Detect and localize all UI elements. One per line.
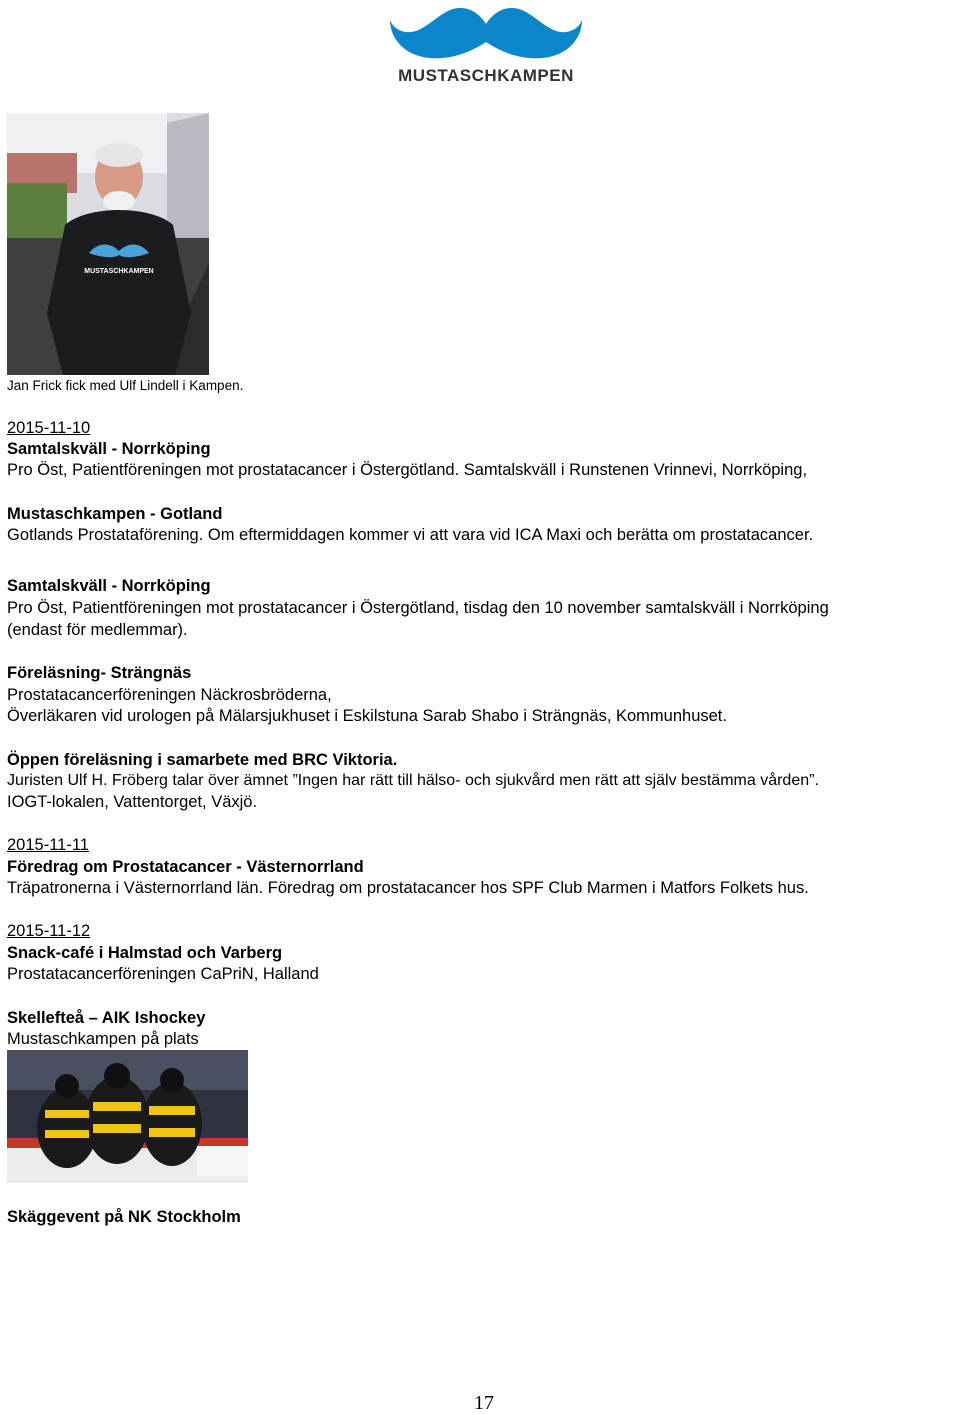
mustache-icon [390, 8, 582, 58]
mustaschkampen-logo [380, 2, 592, 88]
event-text: Pro Öst, Patientföreningen mot prostatacancer i Östergötland. Samtalskväll i Runstenen Vrinnevi, Norrköping, [7, 461, 808, 479]
event-text: Juristen Ulf H. Fröberg talar över ämnet ”Ingen har rätt till hälso- och sjukvård men rätt att själv bestämma vården”. [7, 772, 819, 789]
event-title: Öppen föreläsning i samarbete med BRC Viktoria. [7, 751, 398, 769]
event-text: Träpatronerna i Västernorrland län. Föredrag om prostatacancer hos SPF Club Marmen i Matfors Folkets hus. [7, 879, 809, 897]
event-text: Överläkaren vid urologen på Mälarsjukhuset i Eskilstuna Sarab Shabo i Strängnäs, Kommunhuset. [7, 707, 727, 725]
event-title: Samtalskväll - Norrköping [7, 577, 211, 595]
event-text: Pro Öst, Patientföreningen mot prostatacancer i Östergötland, tisdag den 10 november samtalskväll i Norrköping [7, 599, 829, 617]
event-text: (endast för medlemmar). [7, 621, 188, 639]
event-text: Prostatacancerföreningen CaPriN, Halland [7, 965, 319, 983]
logo-wordmark: MUSTASCHKAMPEN [398, 66, 574, 85]
event-title: Snack-café i Halmstad och Varberg [7, 944, 283, 962]
event-text: Gotlands Prostataförening. Om eftermiddagen kommer vi att vara vid ICA Maxi och berätta om prostatacancer. [7, 526, 814, 544]
event-title: Mustaschkampen - Gotland [7, 505, 223, 523]
page-number: 17 [474, 1392, 494, 1414]
date-heading: 2015-11-11 [7, 836, 89, 854]
date-heading: 2015-11-12 [7, 922, 91, 940]
event-title: Samtalskväll - Norrköping [7, 440, 211, 458]
event-text: Prostatacancerföreningen Näckrosbröderna, [7, 686, 332, 704]
photo-caption: Jan Frick fick med Ulf Lindell i Kampen. [7, 378, 244, 393]
date-heading: 2015-11-10 [7, 419, 91, 437]
shirt-print: MUSTASCHKAMPEN [84, 268, 154, 275]
event-title: Skäggevent på NK Stockholm [7, 1208, 241, 1226]
photo-hockey-team [7, 1050, 248, 1183]
event-title: Föreläsning- Strängnäs [7, 664, 192, 682]
event-text: Mustaschkampen på plats [7, 1030, 199, 1048]
event-text: IOGT-lokalen, Vattentorget, Växjö. [7, 793, 258, 811]
event-title: Föredrag om Prostatacancer - Västernorrland [7, 858, 364, 876]
photo-jan-frick [7, 113, 209, 375]
event-title: Skellefteå – AIK Ishockey [7, 1009, 206, 1027]
